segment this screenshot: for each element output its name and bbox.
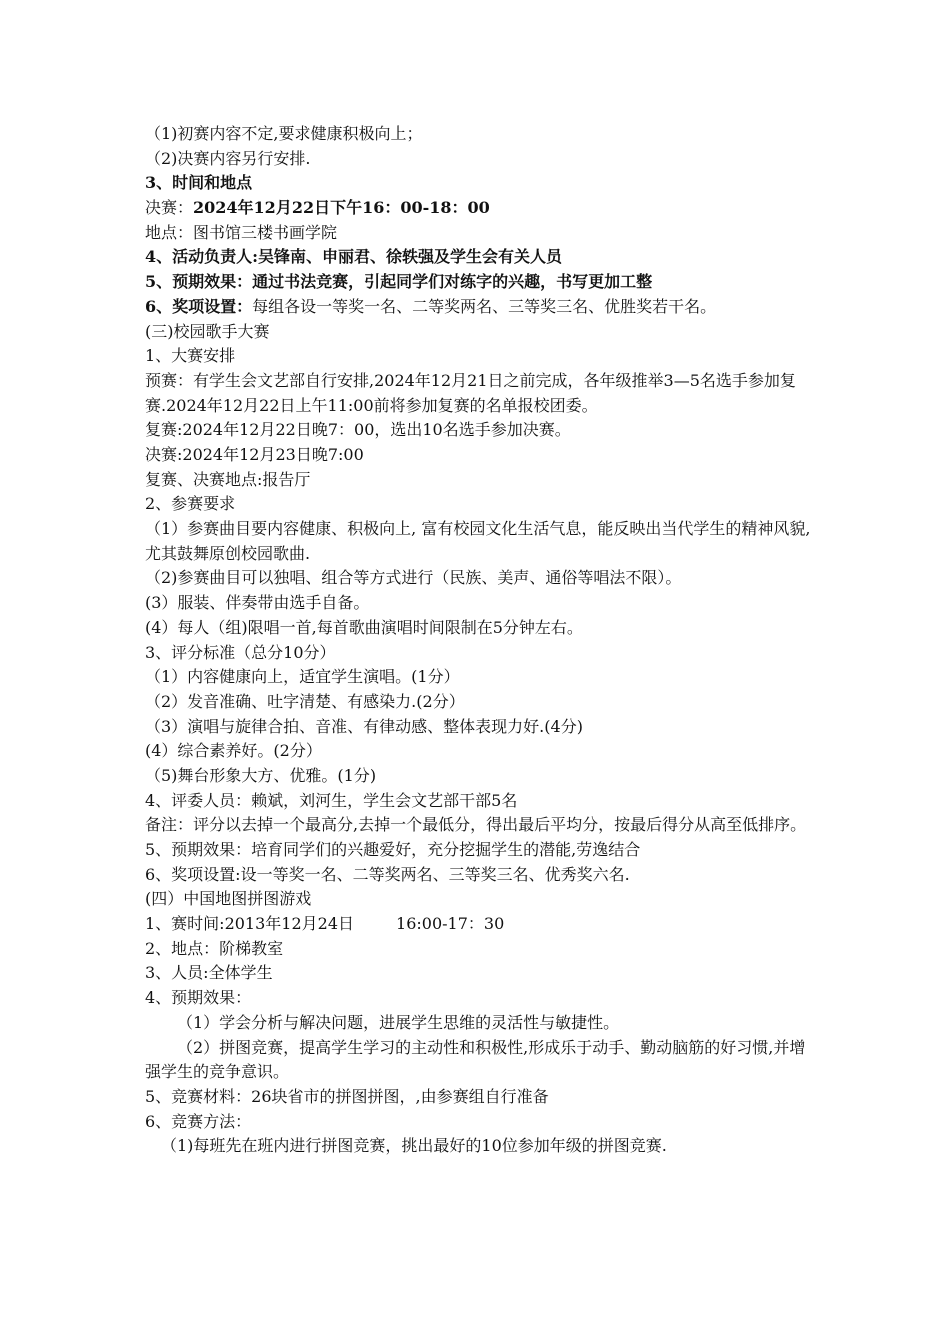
section-heading: 4、活动负责人:吴锋南、申丽君、徐轶强及学生会有关人员	[145, 247, 563, 267]
section-heading: 3、时间和地点	[145, 173, 253, 193]
text-line: 1、大赛安排	[145, 346, 236, 366]
awards-text: 每组各设一等奖一名、二等奖两名、三等奖三名、优胜奖若干名。	[252, 296, 717, 316]
text-line: 5、竞赛材料：26块省市的拼图拼图，,由参赛组自行准备	[145, 1086, 549, 1106]
section-title: (三)校园歌手大赛	[145, 321, 270, 341]
text-line: （3）演唱与旋律合拍、音准、有律动感、整体表现力好.(4分)	[145, 716, 583, 736]
text-line: 2、地点：阶梯教室	[145, 938, 284, 958]
contest-date: 1、赛时间:2013年12月24日	[145, 914, 355, 934]
text-line: 4、评委人员：赖斌，刘河生，学生会文艺部干部5名	[145, 790, 518, 810]
text-line: 6、竞赛方法：	[145, 1111, 252, 1131]
section-heading: 5、预期效果：通过书法竞赛，引起同学们对练字的兴趣，书写更加工整	[145, 272, 653, 292]
text-paragraph: （1）参赛曲目要内容健康、积极向上, 富有校园文化生活气息，能反映出当代学生的精神风貌, 尤其鼓舞原创校园歌曲.	[145, 519, 811, 563]
text-line: （2)决赛内容另行安排.	[145, 148, 311, 168]
text-line: （2）发音准确、吐字清楚、有感染力.(2分）	[145, 691, 465, 711]
text-line: （2)参赛曲目可以独唱、组合等方式进行（民族、美声、通俗等唱法不限）。	[145, 568, 682, 588]
text-line: 4、预期效果：	[145, 988, 252, 1008]
text-paragraph: 备注：评分以去掉一个最高分,去掉一个最低分，得出最后平均分，按最后得分从高至低排序。	[145, 815, 807, 835]
text-line: （1)初赛内容不定,要求健康积极向上；	[145, 124, 423, 143]
text-line	[145, 912, 815, 937]
text-line: 复赛、决赛地点:报告厅	[145, 469, 311, 489]
text-line: 2、参赛要求	[145, 494, 236, 514]
final-label: 决赛：	[145, 198, 194, 218]
text-line: (4）每人（组)限唱一首,每首歌曲演唱时间限制在5分钟左右。	[145, 617, 583, 637]
text-line: 地点：图书馆三楼书画学院	[145, 222, 338, 242]
document-body	[145, 122, 815, 1159]
text-line: （5)舞台形象大方、优雅。(1分)	[145, 765, 377, 785]
text-line: (3）服装、伴奏带由选手自备。	[145, 593, 370, 613]
awards-label: 6、奖项设置：	[145, 296, 253, 316]
text-line: 复赛:2024年12月22日晚7：00，选出10名选手参加决赛。	[145, 420, 571, 440]
text-line: （1）内容健康向上，适宜学生演唱。(1分）	[145, 667, 460, 687]
text-line: 决赛:2024年12月23日晚7:00	[145, 444, 364, 464]
section-title: (四）中国地图拼图游戏	[145, 889, 312, 909]
text-line: 3、评分标准（总分10分）	[145, 642, 336, 662]
text-line: (4）综合素养好。(2分）	[145, 741, 322, 761]
text-line: （1)每班先在班内进行拼图竞赛，挑出最好的10位参加年级的拼图竞赛.	[161, 1136, 667, 1156]
text-line: 5、预期效果：培育同学们的兴趣爱好，充分挖掘学生的潜能,劳逸结合	[145, 840, 641, 860]
text-line	[145, 196, 815, 221]
text-line: 3、人员:全体学生	[145, 963, 273, 983]
final-time: 2024年12月22日下午16：00-18：00	[193, 198, 490, 218]
text-paragraph: 预赛：有学生会文艺部自行安排,2024年12月21日之前完成，各年级推举3—5名选手参加复赛.2024年12月22日上午11:00前将参加复赛的名单报校团委。	[145, 370, 796, 415]
text-paragraph: （2）拼图竞赛，提高学生学习的主动性和积极性,形成乐于动手、勤动脑筋的好习惯,并增强学生的竞争意识。	[145, 1037, 806, 1082]
text-line: 6、奖项设置:设一等奖一名、二等奖两名、三等奖三名、优秀奖六名.	[145, 864, 630, 884]
text-paragraph	[145, 295, 815, 320]
contest-time: 16:00-17：30	[396, 914, 505, 934]
text-line: （1）学会分析与解决问题，进展学生思维的灵活性与敏捷性。	[177, 1012, 620, 1032]
